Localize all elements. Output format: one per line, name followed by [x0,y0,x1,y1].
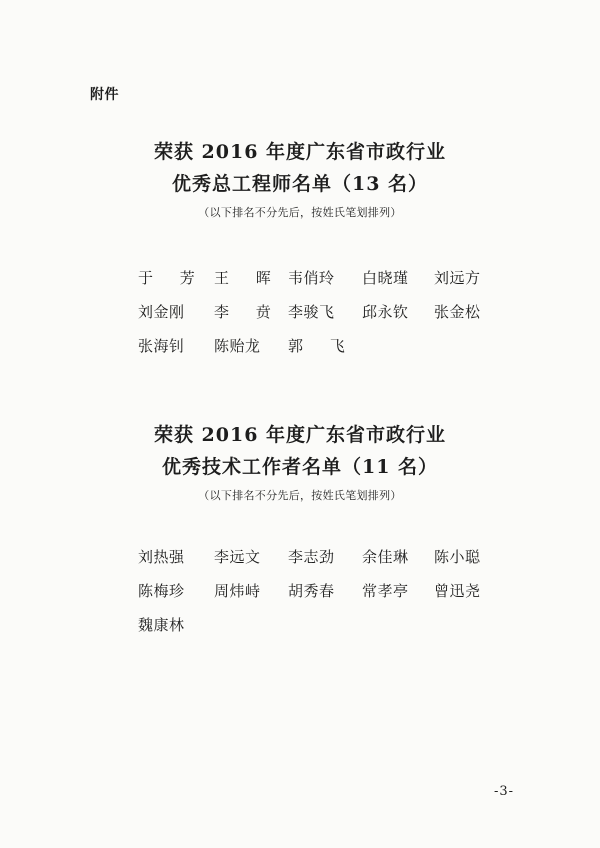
name-item: 周炜峙 [214,582,261,600]
name-item: 胡秀春 [288,582,335,600]
name-item: 刘金刚 [138,303,185,321]
name-item: 李 贲 [214,303,282,321]
name-item: 郭 飞 [288,337,356,355]
section-title-line-2: 优秀总工程师名单（13 名） [171,173,429,195]
ordering-note: （以下排名不分先后，按姓氏笔划排列） [198,489,402,502]
name-item: 张金松 [434,303,481,321]
page-number: -3- [493,784,514,799]
section-title-line-1: 荣获 2016 年度广东省市政行业 [153,141,447,163]
name-list [138,268,498,388]
ordering-note: （以下排名不分先后，按姓氏笔划排列） [198,206,402,219]
name-item: 李远文 [214,548,261,566]
name-list [138,547,498,667]
name-item: 陈小聪 [434,548,481,566]
name-item: 邱永钦 [362,303,409,321]
name-item: 陈梅珍 [138,582,185,600]
section-title-line-2: 优秀技术工作者名单（11 名） [161,456,439,478]
name-item: 曾迅尧 [434,582,481,600]
name-item: 常孝亭 [362,582,409,600]
name-item: 刘热强 [138,548,185,566]
name-item: 白晓瑾 [362,269,409,287]
name-item: 陈贻龙 [214,337,261,355]
name-item: 于 芳 [138,269,206,287]
name-item: 王 晖 [214,269,282,287]
name-item: 余佳琳 [362,548,409,566]
name-item: 刘远方 [434,269,481,287]
section-title-line-1: 荣获 2016 年度广东省市政行业 [153,424,447,446]
name-item: 李志劲 [288,548,335,566]
name-item: 魏康林 [138,616,185,634]
attachment-label: 附件 [90,87,119,103]
name-item: 李骏飞 [288,303,335,321]
name-item: 韦俏玲 [288,269,335,287]
name-item: 张海钊 [138,337,185,355]
